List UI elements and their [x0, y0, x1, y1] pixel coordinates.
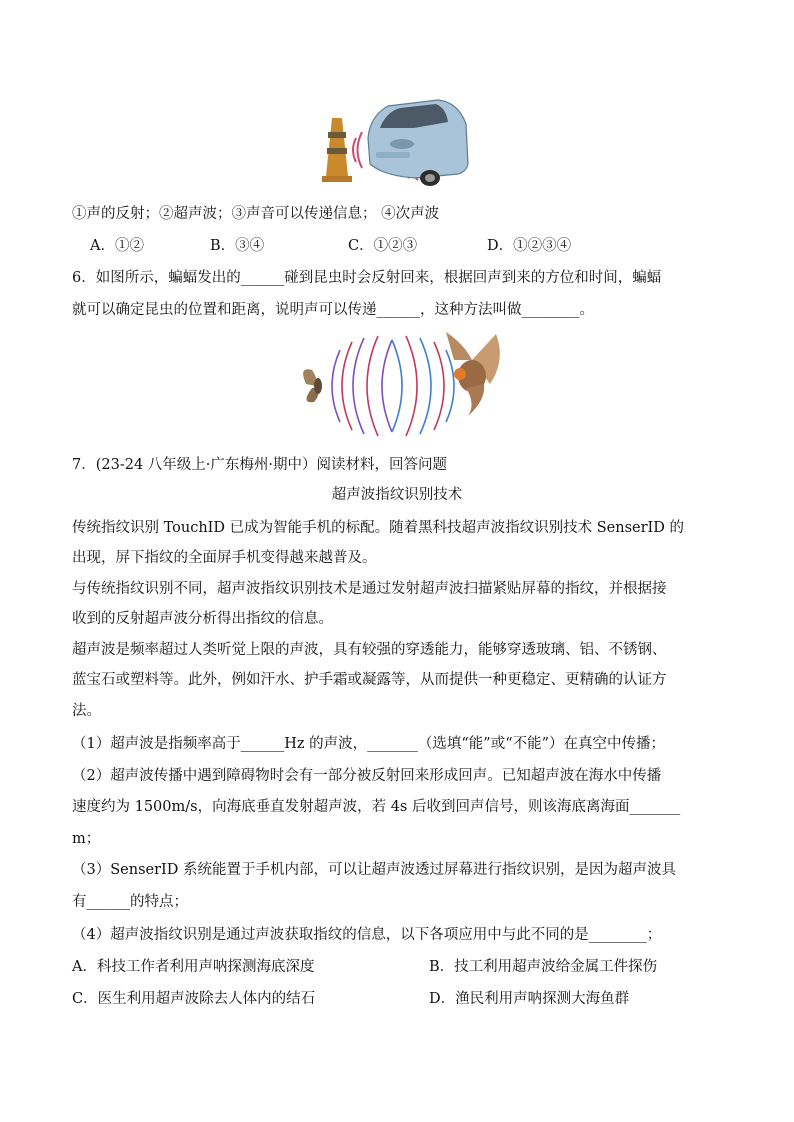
bat-icon	[446, 332, 500, 416]
q7-option-a[interactable]: A．科技工作者利用声呐探测海底深度	[72, 959, 315, 975]
q7-para1-line2: 出现，屏下指纹的全面屏手机变得越来越普及。	[72, 550, 377, 566]
traffic-cone-icon	[322, 118, 352, 182]
q7-header: 7．(23-24 八年级上·广东梅州·期中）阅读材料，回答问题	[72, 457, 448, 473]
q5-option-c[interactable]: C．①②③	[348, 238, 418, 254]
q7-sub3-line2: 有______的特点；	[72, 894, 188, 910]
q5-option-d[interactable]: D．①②③④	[487, 238, 572, 254]
car-icon	[368, 100, 468, 186]
q7-sub2-line3: m；	[72, 831, 101, 847]
q5-option-b[interactable]: B．③④	[210, 238, 265, 254]
q7-para3-line3: 法。	[72, 703, 101, 719]
q7-sub3-line1: （3）SenserID 系统能置于手机内部，可以让超声波透过屏幕进行指纹识别，是因为超声波具	[72, 862, 676, 878]
q7-sub2-line2: 速度约为 1500m/s，向海底垂直发射超声波，若 4s 后收到回声信号，则该海底离海面_______	[72, 799, 681, 815]
car-radar-figure	[318, 98, 470, 190]
q7-para3-line2: 蓝宝石或塑料等。此外，例如汗水、护手霜或凝露等，从而提供一种更稳定、更精确的认证方	[72, 672, 667, 688]
sound-waves	[332, 336, 454, 436]
moth-icon	[303, 369, 322, 402]
q7-para1-line1: 传统指纹识别 TouchID 已成为智能手机的标配。随着黑科技超声波指纹识别技术 SenserID 的	[72, 520, 685, 536]
q7-sub1: （1）超声波是指频率高于______Hz 的声波，_______（选填“能”或“不能”）在真空中传播；	[72, 736, 666, 752]
q5-statements: ①声的反射；②超声波；③声音可以传递信息； ④次声波	[72, 206, 440, 222]
q7-para2-line1: 与传统指纹识别不同，超声波指纹识别技术是通过发射超声波扫描紧贴屏幕的指纹，并根据接	[72, 581, 667, 597]
q6-line-1: 6．如图所示，蝙蝠发出的______碰到昆虫时会反射回来，根据回声到来的方位和时间，蝙蝠	[72, 270, 662, 286]
q7-sub4: （4）超声波指纹识别是通过声波获取指纹的信息，以下各项应用中与此不同的是________；	[72, 927, 662, 943]
q7-sub2-line1: （2）超声波传播中遇到障碍物时会有一部分被反射回来形成回声。已知超声波在海水中传播	[72, 768, 662, 784]
q5-option-a[interactable]: A．①②	[90, 238, 144, 254]
q7-article-title: 超声波指纹识别技术	[331, 487, 463, 503]
q6-line-2: 就可以确定昆虫的位置和距离，说明声可以传递______，这种方法叫做________。	[72, 302, 594, 318]
q7-para3-line1: 超声波是频率超过人类听觉上限的声波，具有较强的穿透能力，能够穿透玻璃、铝、不锈钢、	[72, 642, 667, 658]
bat-echolocation-figure	[296, 330, 506, 442]
q7-option-b[interactable]: B．技工利用超声波给金属工件探伤	[429, 959, 658, 975]
q7-para2-line2: 收到的反射超声波分析得出指纹的信息。	[72, 611, 333, 627]
q7-option-d[interactable]: D．渔民利用声呐探测大海鱼群	[429, 991, 630, 1007]
q7-option-c[interactable]: C．医生利用超声波除去人体内的结石	[72, 991, 316, 1007]
